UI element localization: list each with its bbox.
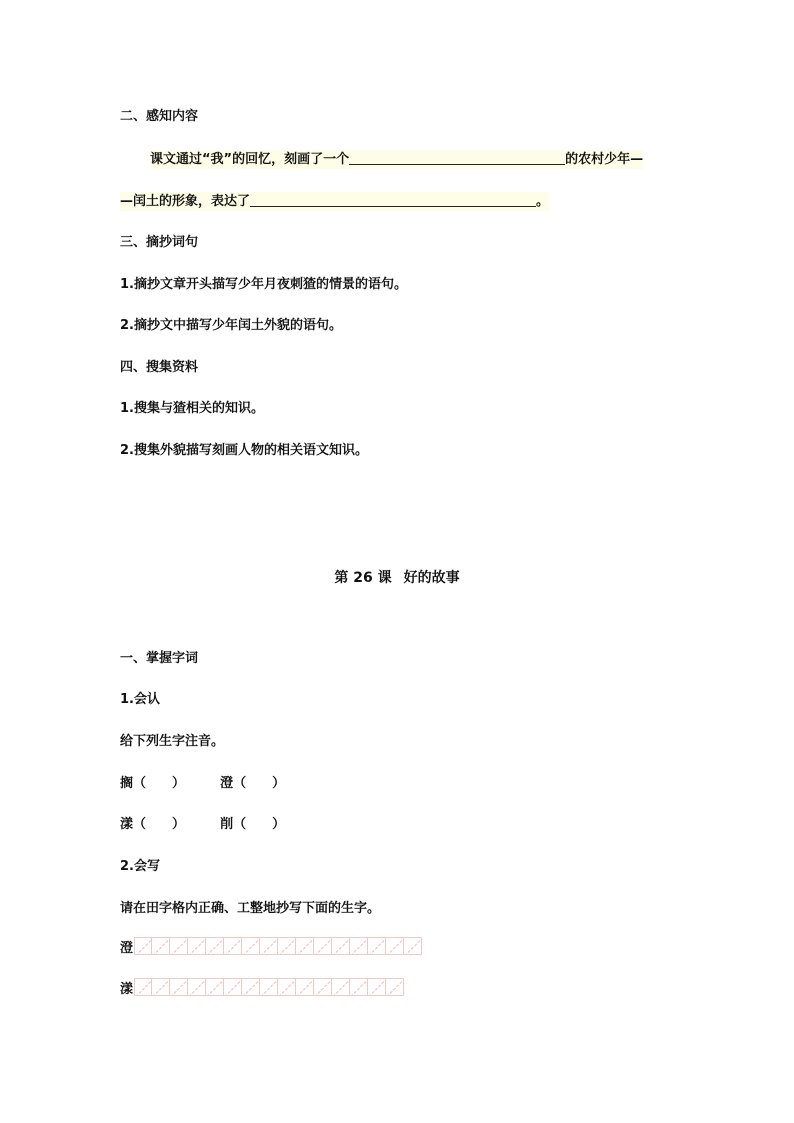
tianzige-cell[interactable] [278,937,296,955]
tianzige-cell[interactable] [224,937,242,955]
tianzige-cell[interactable] [206,978,224,996]
tianzige-cell[interactable] [296,978,314,996]
tianzige-cell[interactable] [368,937,386,955]
pinyin-char: 漾 [120,817,134,832]
tianzige-cell[interactable] [134,978,152,996]
tianzige-cell[interactable] [350,937,368,955]
pinyin-char: 搁 [120,776,134,791]
practice-char: 澄 [120,940,134,956]
tianzige-cell[interactable] [332,978,350,996]
tianzige-grid[interactable] [134,937,422,955]
pinyin-char: 削 [220,817,234,832]
section3-item-2: 2.摘抄文中描写少年闰土外貌的语句。 [120,318,342,333]
tianzige-cell[interactable] [386,937,404,955]
practice-row-1 [120,936,422,956]
answer-blank-1[interactable] [349,150,565,165]
lesson-name: 好的故事 [403,570,460,586]
lesson-title [0,567,794,587]
practice-char: 漾 [120,981,134,997]
tianzige-cell[interactable] [386,978,404,996]
pinyin-char: 澄 [220,776,234,791]
tianzige-cell[interactable] [242,937,260,955]
tianzige-cell[interactable] [224,978,242,996]
line2-text-post: 。 [536,194,550,209]
tianzige-grid[interactable] [134,978,404,996]
section4-heading: 四、搜集资料 [120,360,199,375]
tianzige-cell[interactable] [404,937,422,955]
pinyin-answer-box[interactable]: （ ） [233,817,286,832]
tianzige-cell[interactable] [296,937,314,955]
section4-item-1: 1.搜集与猹相关的知识。 [120,401,264,416]
pinyin-row-1 [120,775,285,793]
fill-blank-line-1 [150,150,643,169]
tianzige-cell[interactable] [152,937,170,955]
tianzige-cell[interactable] [260,978,278,996]
section1-heading: 一、掌握字词 [120,651,199,666]
tianzige-cell[interactable] [350,978,368,996]
tianzige-cell[interactable] [332,937,350,955]
pinyin-answer-box[interactable]: （ ） [133,776,186,791]
section3-item-1: 1.摘抄文章开头描写少年月夜刺猹的情景的语句。 [120,277,407,292]
tianzige-cell[interactable] [314,937,332,955]
tianzige-cell[interactable] [242,978,260,996]
section4-item-2: 2.搜集外貌描写刻画人物的相关语文知识。 [120,443,368,458]
pinyin-answer-box[interactable]: （ ） [133,817,186,832]
tianzige-cell[interactable] [206,937,224,955]
tianzige-cell[interactable] [170,937,188,955]
tianzige-cell[interactable] [188,937,206,955]
pinyin-row-2 [120,816,285,834]
instruction-pinyin: 给下列生字注音。 [120,734,225,749]
tianzige-cell[interactable] [152,978,170,996]
section2-heading: 二、感知内容 [120,109,199,124]
lesson-number: 第 26 课 [334,570,392,586]
pinyin-answer-box[interactable]: （ ） [233,776,286,791]
instruction-copy: 请在田字格内正确、工整地抄写下面的生字。 [120,901,381,916]
tianzige-cell[interactable] [188,978,206,996]
line1-text-post: 的农村少年— [565,152,644,167]
tianzige-cell[interactable] [314,978,332,996]
line2-text-pre: —闰土的形象，表达了 [120,194,251,209]
line1-text-pre: 课文通过“我”的回忆，刻画了一个 [150,152,350,167]
fill-blank-line-2 [120,192,549,211]
tianzige-cell[interactable] [278,978,296,996]
answer-blank-2[interactable] [250,192,536,207]
tianzige-cell[interactable] [368,978,386,996]
tianzige-cell[interactable] [260,937,278,955]
practice-row-2 [120,977,404,997]
section3-heading: 三、摘抄词句 [120,235,199,250]
subsection-recognize: 1.会认 [120,692,160,707]
tianzige-cell[interactable] [134,937,152,955]
subsection-write: 2.会写 [120,859,160,874]
tianzige-cell[interactable] [170,978,188,996]
